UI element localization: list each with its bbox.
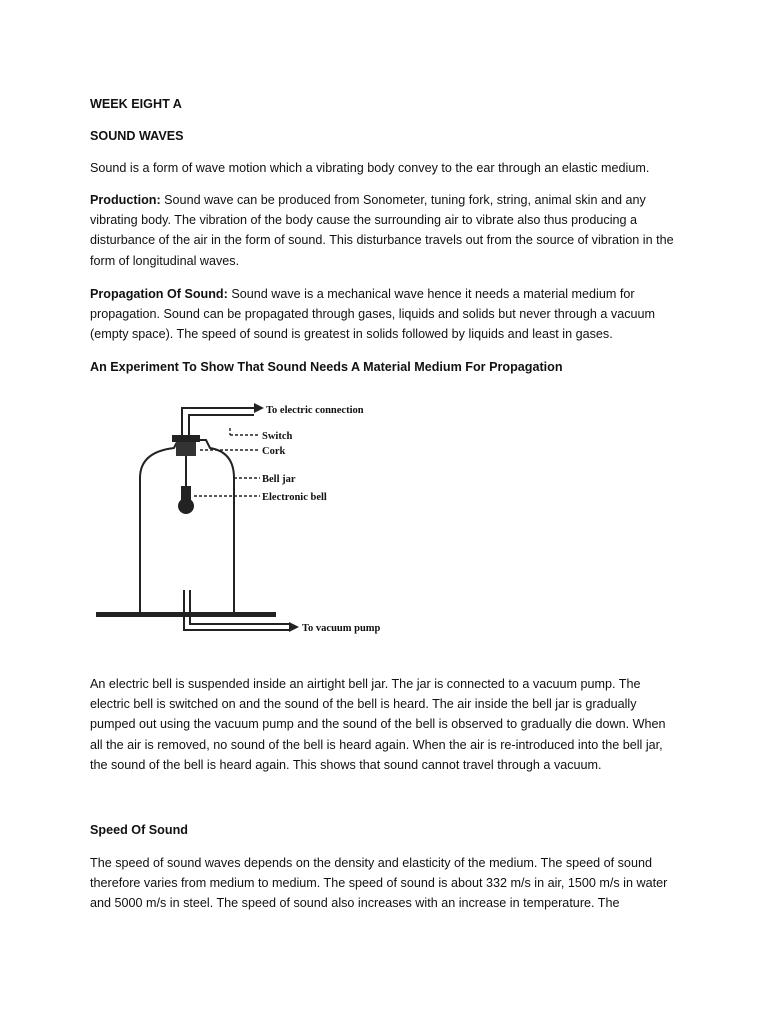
bell-jar-diagram [94,390,414,650]
paragraph-speed: The speed of sound waves depends on the density and elasticity of the medium. The speed of sound therefore varies from medium to medium. The speed of sound is about 332 m/s in air, 1500 m/s in water and 5000 m/s in steel. The speed of sound also increases with an increase in temperature. The [90,856,668,911]
paragraph-production [90,190,680,271]
label-switch: Switch [262,431,293,442]
bell-holder [181,486,191,500]
label-cork: Cork [262,446,286,457]
pump-pipe-inner [190,590,289,624]
wire-inner [189,415,254,435]
arrow-head-electric [254,403,264,413]
paragraph-propagation [90,284,680,345]
electronic-bell-shape [178,498,194,514]
propagation-text: Sound wave is a mechanical wave hence it needs a material medium for propagation. Sound can be propagated through gases, liquids and solids but never through a vacuum (empty space). The speed of sound is greatest in solids followed by liquids and least in gases. [90,287,656,342]
label-electronic-bell: Electronic bell [262,492,327,503]
label-electric-connection: To electric connection [266,405,364,416]
paragraph-experiment: An electric bell is suspended inside an airtight bell jar. The jar is connected to a vacuum pump. The electric bell is switched on and the sound of the bell is heard. The air inside the bell jar is gradually pumped out using the vacuum pump and the sound of the bell is observed to gradually die down. When all the air is removed, no sound of the bell is heard again. When the air is re-introduced into the bell jar, the sound of the bell is heard again. This shows that sound cannot travel through a vacuum. [90,677,666,772]
heading-experiment: An Experiment To Show That Sound Needs A Material Medium For Propagation [90,360,563,374]
cork-shape [176,440,196,456]
heading-week: WEEK EIGHT A [90,97,182,111]
label-bell-jar: Bell jar [262,474,296,485]
production-label: Production: [90,193,161,207]
switch-shape [172,435,200,442]
paragraph-intro: Sound is a form of wave motion which a vibrating body convey to the ear through an elastic medium. [90,161,650,175]
propagation-label: Propagation Of Sound: [90,287,228,301]
arrow-head-pump [289,622,299,632]
wire-outer [182,408,254,435]
heading-speed-of-sound: Speed Of Sound [90,823,188,837]
production-text: Sound wave can be produced from Sonometer, tuning fork, string, animal skin and any vibrating body. The vibration of the body cause the surrounding air to vibrate also thus producing a disturbance of the air in the form of sound. This disturbance travels out from the source of vibration in the form of longitudinal waves. [90,193,674,268]
label-vacuum-pump: To vacuum pump [302,623,381,634]
base-plate [96,612,276,617]
heading-sound-waves: SOUND WAVES [90,129,184,143]
